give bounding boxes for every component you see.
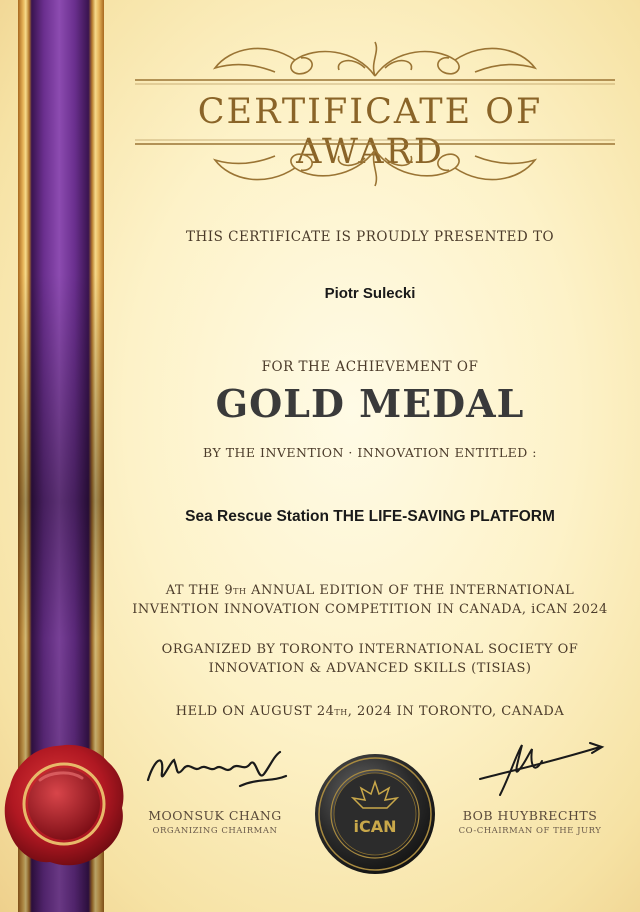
edition-paragraph [120,581,620,619]
signatory-right-name: BOB HUYBRECHTS [462,808,598,823]
organizer-paragraph [120,640,620,678]
organizer-line-2: INNOVATION & ADVANCED SKILLS (TISIAS) [208,661,532,676]
organizer-line-1: ORGANIZED BY TORONTO INTERNATIONAL SOCIETY OF [161,642,579,657]
edition-text-post: ANNUAL EDITION OF THE INTERNATIONAL [246,583,575,598]
certificate-title: CERTIFICATE OF AWARD [197,92,543,172]
recipient-name: Piotr Sulecki [324,285,416,302]
wax-seal-icon [0,740,130,870]
award-title: GOLD MEDAL [215,381,525,426]
edition-ordinal: TH [233,587,247,596]
signatory-left-role: ORGANIZING CHAIRMAN [152,826,278,836]
held-text-post: , 2024 IN TORONTO, CANADA [347,704,565,719]
signature-right-icon [470,735,610,805]
entitled-line: BY THE INVENTION · INNOVATION ENTITLED : [203,445,537,460]
achievement-line: FOR THE ACHIEVEMENT OF [261,359,479,375]
signatory-left-name: MOONSUK CHANG [148,808,282,823]
signature-left-icon [140,742,290,802]
signatory-right-role: CO-CHAIRMAN OF THE JURY [458,826,602,836]
presented-line: THIS CERTIFICATE IS PROUDLY PRESENTED TO [185,229,555,245]
held-ordinal: TH [334,708,348,717]
edition-text-pre: AT THE 9 [165,583,234,598]
top-ornament-icon [135,38,615,88]
invention-title: Sea Rescue Station THE LIFE-SAVING PLATFORM [185,508,555,525]
gold-seal-icon [313,752,437,876]
seal-text: iCAN [353,817,397,836]
held-text-pre: HELD ON AUGUST 24 [175,704,335,719]
held-line [120,702,620,721]
bottom-ornament-icon [135,138,615,190]
edition-line-2: INVENTION INNOVATION COMPETITION IN CANADA, iCAN 2024 [132,602,608,617]
